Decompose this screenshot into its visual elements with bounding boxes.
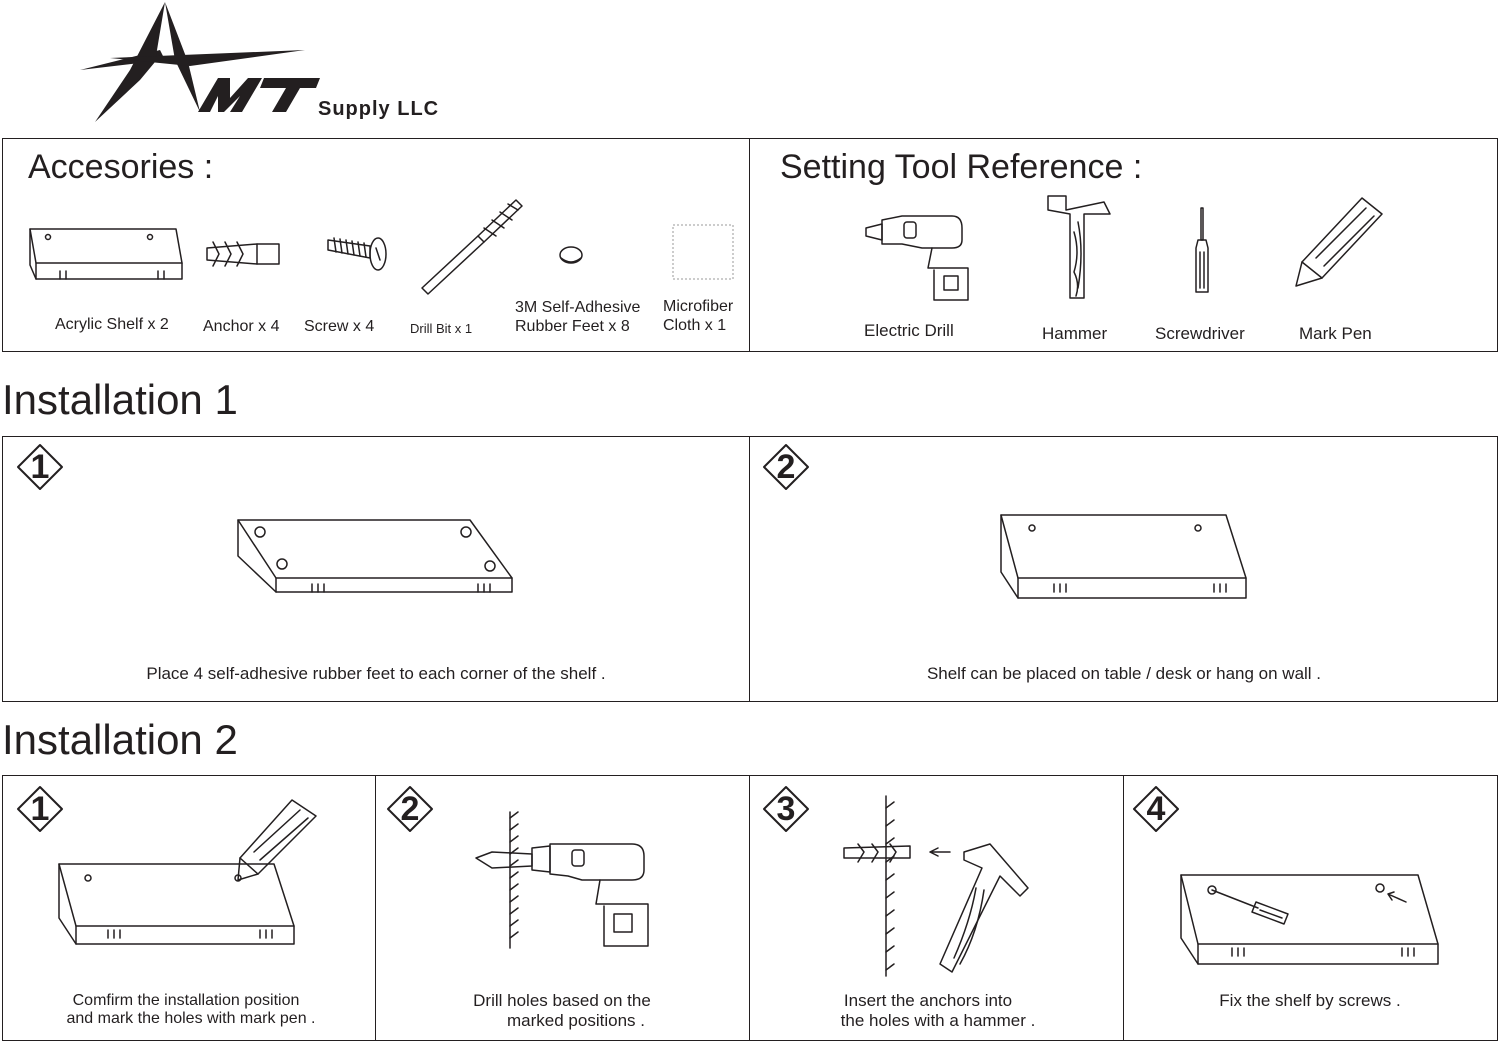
accessory-label-rubber-feet-1: 3M Self-Adhesive <box>515 299 641 316</box>
step-number: 3 <box>776 790 796 828</box>
drill-bit-icon <box>418 196 528 296</box>
accessory-label-cloth-2: Cloth x 1 <box>663 317 727 334</box>
installation1-divider <box>749 436 750 702</box>
installation1-title: Installation 1 <box>2 376 238 423</box>
accessories-heading: Accesories : <box>28 148 214 186</box>
installation2-step2-caption-line2: marked positions . <box>507 1011 645 1030</box>
accessory-label-drill-bit: Drill Bit x 1 <box>410 321 473 336</box>
brand-logo <box>70 0 470 130</box>
step-number: 1 <box>30 448 50 486</box>
brand-suffix: Supply LLC <box>318 98 440 120</box>
drill-wall-illustration <box>472 808 652 950</box>
installation2-step4-caption-line1: Fix the shelf by screws . <box>1219 991 1401 1010</box>
installation1-step1-caption: Place 4 self-adhesive rubber feet to each corner of the shelf . <box>146 664 606 683</box>
accessory-label-rubber-feet-2: Rubber Feet x 8 <box>515 318 630 335</box>
step-number: 4 <box>1146 790 1166 828</box>
step-number: 2 <box>776 448 796 486</box>
installation2-step4-badge <box>1132 785 1180 833</box>
hammer-icon <box>1044 192 1114 302</box>
tool-label-mark-pen: Mark Pen <box>1299 324 1372 343</box>
accessory-label-shelf: Acrylic Shelf x 2 <box>55 316 169 333</box>
installation2-step1-caption-line2: and mark the holes with mark pen . <box>66 1010 316 1027</box>
tools-heading: Setting Tool Reference : <box>780 148 1143 186</box>
screwdriver-icon <box>1188 204 1218 300</box>
acrylic-shelf-icon <box>26 225 186 285</box>
installation2-step3-caption-line1: Insert the anchors into <box>843 991 1013 1010</box>
installation1-step1-badge <box>16 443 64 491</box>
electric-drill-icon <box>862 210 972 302</box>
installation2-step3-caption-line2: the holes with a hammer . <box>840 1011 1036 1030</box>
screw-icon <box>326 232 390 272</box>
hammer-anchor-illustration <box>840 792 1040 978</box>
installation1-panel <box>2 436 1498 702</box>
mark-pen-icon <box>1292 194 1388 290</box>
microfiber-cloth-icon <box>670 222 736 282</box>
tool-label-drill: Electric Drill <box>864 321 954 340</box>
fix-screws-illustration <box>1178 872 1440 966</box>
panel-divider <box>749 138 750 352</box>
accessory-label-cloth-1: Microfiber <box>663 298 734 315</box>
accessory-label-anchor: Anchor x 4 <box>203 318 280 335</box>
anchor-icon <box>203 238 283 272</box>
shelf-upside-down-illustration <box>234 516 524 606</box>
tool-label-screwdriver: Screwdriver <box>1155 324 1245 343</box>
installation1-step2-badge <box>762 443 810 491</box>
step-number: 1 <box>30 790 50 828</box>
installation2-step2-caption-line1: Drill holes based on the <box>473 991 651 1010</box>
installation2-title: Installation 2 <box>2 716 238 763</box>
installation2-step1-caption-line1: Comfirm the installation position <box>72 992 300 1009</box>
tool-label-hammer: Hammer <box>1042 324 1108 343</box>
mark-holes-illustration <box>56 796 326 952</box>
installation1-step2-caption: Shelf can be placed on table / desk or hang on wall . <box>926 664 1322 683</box>
shelf-upright-illustration <box>998 512 1250 602</box>
accessory-label-screw: Screw x 4 <box>304 318 375 335</box>
installation2-step2-badge <box>386 785 434 833</box>
rubber-foot-icon <box>558 244 588 268</box>
installation2-step3-badge <box>762 785 810 833</box>
step-number: 2 <box>400 790 420 828</box>
